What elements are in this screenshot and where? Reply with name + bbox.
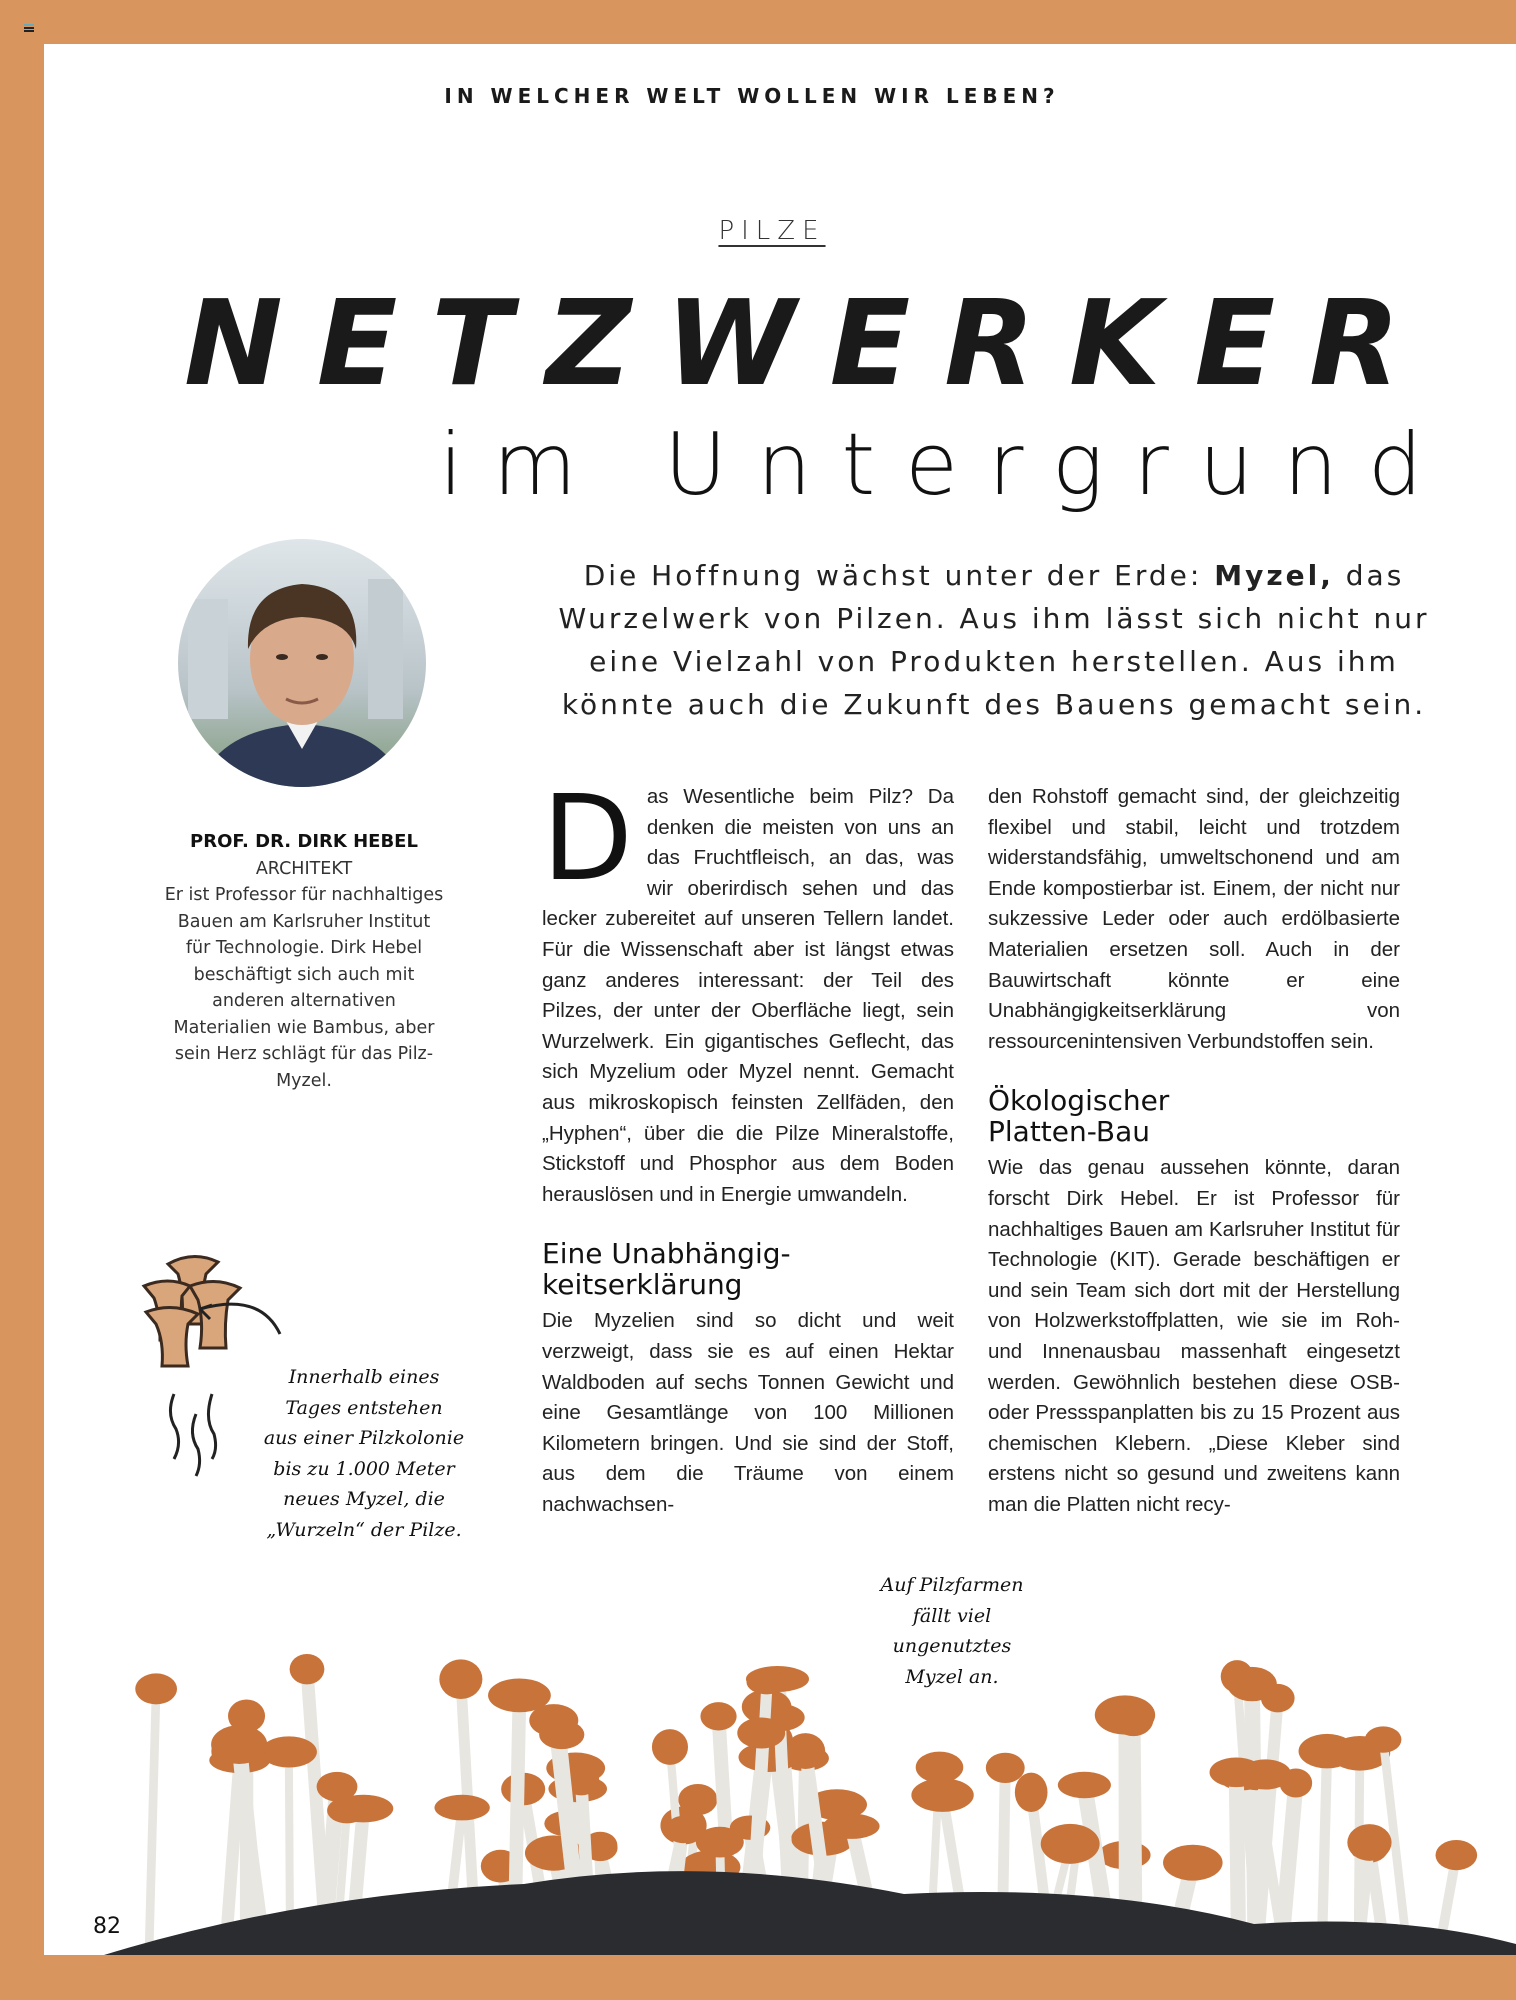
article-paragraph: as Wesentliche beim Pilz? Da denken die meisten von uns an das Fruchtfleisch, an das, was wir oberirdisch sehen und das lecker zubereitet auf unseren Tellern landet. Für die Wissenschaft aber ist längst etwas ganz anderes interessant: der Teil des Pilzes, der unter der Oberfläche liegt, sein Wurzelwerk. Ein gigantisches Geflecht, das sich Myzelium oder Myzel nennt. Gemacht aus mikroskopisch feinsten Zellfäden, den „Hyphen“, über die die Pilze Mineralstoffe, Stickstoff und Phosphor aus dem Boden herauslösen und in Energie umwandeln. — [542, 785, 954, 1206]
mushroom-cap — [986, 1753, 1025, 1783]
caption-line: fällt viel — [912, 1604, 992, 1627]
caption-line: bis zu 1.000 Meter — [273, 1457, 455, 1480]
page-number: 82 — [93, 1914, 121, 1939]
article-column-1 — [542, 769, 954, 1520]
bio-text: Er ist Professor für nachhaltiges Bauen am Karlsruher Institut für Technologie. Dirk Hebel beschäftigt sich auch mit anderen alternativen Materialien wie Bambus, aber sein Herz schlägt für das Pilz-Myzel. — [164, 885, 444, 1091]
mushroom-cap — [327, 1797, 367, 1823]
portrait-photo — [178, 539, 426, 787]
rubric: PILZE — [718, 216, 826, 246]
caption-line: ungenutztes — [892, 1635, 1012, 1657]
menu-icon[interactable] — [24, 24, 34, 33]
mushroom-stem — [149, 1689, 156, 1954]
mushroom-cap — [211, 1725, 267, 1764]
headline-title: NETZWERKER — [184, 274, 1434, 412]
lead-bold: Myzel, — [1214, 559, 1334, 592]
mushroom-cap — [439, 1659, 482, 1699]
mushroom-cap — [1210, 1757, 1264, 1787]
mushroom-cap — [696, 1827, 744, 1858]
article-paragraph: Die Myzelien sind so dicht und weit verzweigt, dass sie es auf einen Hektar Waldboden auf sechs Tonnen Gewicht und eine Gesamtlänge von 100 Millionen Kilometern bringen. Und sie sind der Stoff, aus dem die Träume von einem nachwachsen- — [542, 1309, 954, 1516]
mushroom-cap — [916, 1752, 964, 1783]
bio-role: ARCHITEKT — [255, 858, 353, 879]
lead-text-rest: das Wurzelwerk von Pilzen. Aus ihm lässt sich nicht nur eine Vielzahl von Produkten herstellen. Aus ihm könnte auch die Zukunft des Bauens gemacht sein. — [558, 559, 1430, 721]
mushroom-cap — [1347, 1824, 1391, 1861]
subheading: Eine Unabhängigkeitserklärung — [542, 1237, 791, 1302]
caption-line: aus einer Pilzkolonie — [263, 1427, 465, 1449]
mushroom-cap — [1113, 1702, 1153, 1736]
caption-line: neues Myzel, die — [283, 1488, 445, 1510]
magazine-page — [44, 44, 1516, 1955]
mushroom-cap — [135, 1673, 177, 1704]
mushroom-cap — [737, 1717, 785, 1748]
mushroom-cap — [1227, 1667, 1277, 1701]
lead-text: Die Hoffnung wächst unter der Erde: — [583, 559, 1215, 592]
author-bio — [164, 829, 444, 1094]
mushroom-cap — [1015, 1773, 1048, 1812]
mushroom-cap — [434, 1795, 489, 1821]
lead-paragraph — [544, 554, 1444, 726]
drop-cap: D — [542, 769, 633, 907]
headline-subtitle: im Untergrund — [439, 415, 1453, 515]
bio-name: PROF. DR. DIRK HEBEL — [190, 831, 418, 852]
mushroom-cap — [1058, 1772, 1111, 1798]
mushroom-cap — [1041, 1824, 1100, 1864]
mushroom-cap — [1365, 1726, 1402, 1752]
mushroom-cap — [747, 1670, 788, 1694]
article-paragraph: den Rohstoff gemacht sind, der gleichzeitig flexibel und stabil, leicht und trotzdem widerstandsfähig, umweltschonend und am Ende kompostierbar ist. Einem, der nicht nur sukzessive Leder oder auch erdölbasierte Materialien ersetzen soll. Auch in der Bauwirtschaft könnte er eine Unabhängigkeitserklärung von ressourcenintensiven Verbundstoffen sein. — [988, 785, 1400, 1053]
caption-line: Tages entstehen — [285, 1396, 443, 1419]
mushroom-cap — [1436, 1840, 1478, 1870]
mushroom-cap — [700, 1702, 736, 1730]
mushroom-cap — [911, 1778, 973, 1812]
mushroom-cap — [652, 1729, 688, 1765]
caption-line: Innerhalb eines — [288, 1366, 440, 1388]
caption-line: „Wurzeln“ der Pilze. — [266, 1518, 462, 1541]
mushroom-cap — [823, 1814, 880, 1839]
mushroom-cap — [666, 1816, 701, 1843]
subheading: Ökologischer Platten-Bau — [988, 1084, 1170, 1149]
caption-line: Myzel an. — [905, 1665, 999, 1688]
caption-line: Auf Pilzfarmen — [880, 1574, 1024, 1596]
mushroom-cap — [1163, 1845, 1223, 1881]
illustration-caption — [254, 1362, 474, 1545]
article-column-2 — [988, 782, 1400, 1520]
mushroom-cap — [290, 1654, 325, 1684]
mushroom-photo — [104, 1554, 1516, 1955]
section-kicker: IN WELCHER WELT WOLLEN WIR LEBEN? — [444, 84, 1060, 108]
mushroom-cap — [1280, 1769, 1313, 1798]
photo-caption — [852, 1570, 1052, 1692]
article-paragraph: Wie das genau aussehen könnte, daran forscht Dirk Hebel. Er ist Professor für nachhaltiges Bauen am Karlsruher Institut für Technologie (KIT). Gerade beschäftigen er und sein Team sich dort mit der Herstellung von Holzwerkstoffplatten, wie sie im Roh- und Innenausbau massenhaft eingesetzt werden. Gewöhnlich bestehen diese OSB- oder Pressspanplatten bis zu 15 Prozent aus chemischen Klebern. „Diese Kleber sind erstens nicht so gesund und zweitens kann man die Platten nicht recy- — [988, 1156, 1400, 1516]
mushroom-cap — [539, 1720, 584, 1749]
mushroom-cap — [317, 1772, 358, 1802]
